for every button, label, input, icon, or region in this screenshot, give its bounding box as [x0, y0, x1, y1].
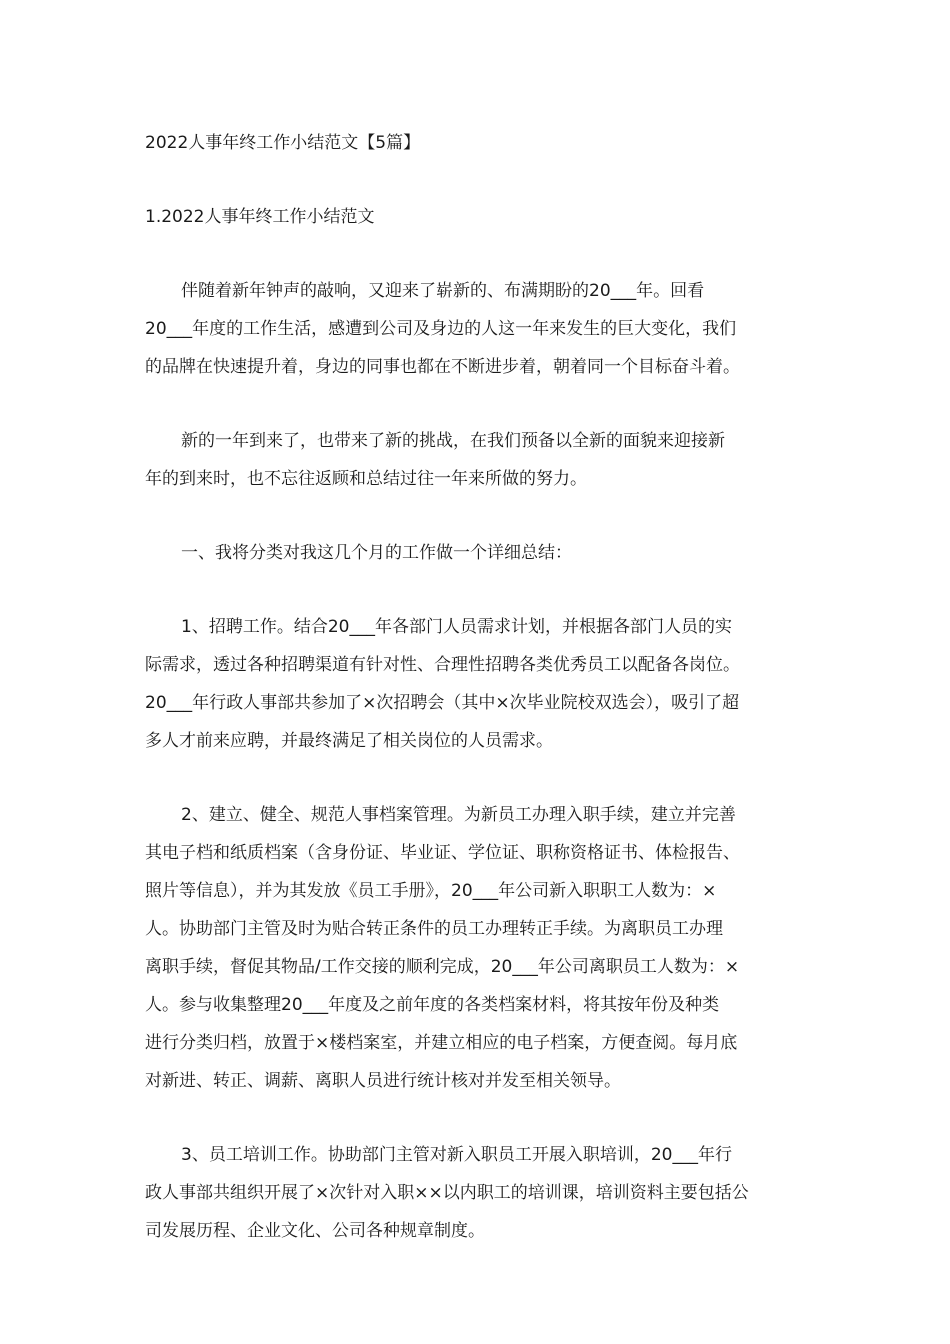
text-line: 司发展历程、企业文化、公司各种规章制度。 [145, 1221, 485, 1241]
paragraph-new-year [145, 422, 832, 498]
text-line: 进行分类归档，放置于×楼档案室，并建立相应的电子档案，方便查阅。每月底 [145, 1033, 738, 1053]
text-line: 离职手续，督促其物品/工作交接的顺利完成，20___年公司离职员工人数为：× [145, 957, 740, 977]
text-line: 20___年度的工作生活，感遭到公司及身边的人这一年来发生的巨大变化，我们 [145, 319, 737, 339]
text-line: 政人事部共组织开展了×次针对入职××以内职工的培训课，培训资料主要包括公 [145, 1183, 749, 1203]
text-line: 2、建立、健全、规范人事档案管理。为新员工办理入职手续，建立并完善 [181, 805, 736, 825]
text-line: 人。参与收集整理20___年度及之前年度的各类档案材料，将其按年份及种类 [145, 995, 720, 1015]
text-line: 的品牌在快速提升着，身边的同事也都在不断进步着，朝着同一个目标奋斗着。 [145, 357, 740, 377]
text-line: 一、我将分类对我这几个月的工作做一个详细总结： [181, 543, 572, 563]
text-line: 年的到来时，也不忘往返顾和总结过往一年来所做的努力。 [145, 469, 587, 489]
text-line: 伴随着新年钟声的敲响，又迎来了崭新的、布满期盼的20___年。回看 [181, 281, 705, 301]
text-line: 人。协助部门主管及时为贴合转正条件的员工办理转正手续。为离职员工办理 [145, 919, 723, 939]
paragraph-recruitment [145, 608, 832, 760]
text-line: 20___年行政人事部共参加了×次招聘会（其中×次毕业院校双选会），吸引了超 [145, 693, 740, 713]
paragraph-summary-heading [145, 534, 832, 572]
text-line: 新的一年到来了，也带来了新的挑战，在我们预备以全新的面貌来迎接新 [181, 431, 725, 451]
text-line: 3、员工培训工作。协助部门主管对新入职员工开展入职培训，20___年行 [181, 1145, 732, 1165]
text-line: 照片等信息），并为其发放《员工手册》，20___年公司新入职职工人数为：× [145, 881, 717, 901]
text-line: 1、招聘工作。结合20___年各部门人员需求计划，并根据各部门人员的实 [181, 617, 732, 637]
paragraph-training [145, 1136, 832, 1250]
paragraph-intro [145, 272, 832, 386]
document-title: 2022人事年终工作小结范文【5篇】 [145, 133, 421, 153]
text-line: 多人才前来应聘，并最终满足了相关岗位的人员需求。 [145, 731, 553, 751]
text-line: 际需求，透过各种招聘渠道有针对性、合理性招聘各类优秀员工以配备各岗位。 [145, 655, 740, 675]
text-line: 对新进、转正、调薪、离职人员进行统计核对并发至相关领导。 [145, 1071, 621, 1091]
paragraph-archives [145, 796, 832, 1100]
section-heading: 1.2022人事年终工作小结范文 [145, 207, 375, 227]
text-line: 其电子档和纸质档案（含身份证、毕业证、学位证、职称资格证书、体检报告、 [145, 843, 740, 863]
